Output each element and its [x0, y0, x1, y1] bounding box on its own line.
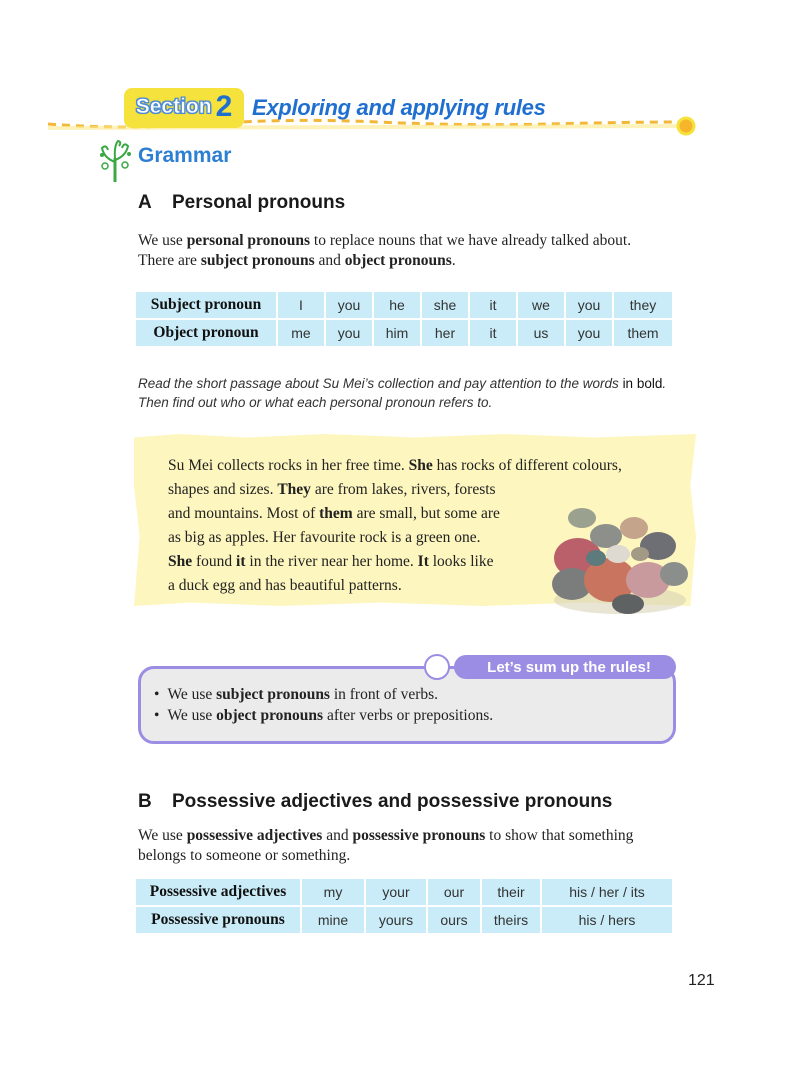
table-cell: their — [482, 879, 540, 905]
intro-text: and — [314, 252, 345, 269]
table-cell: your — [366, 879, 426, 905]
row-label: Possessive adjectives — [136, 879, 300, 905]
table-cell: her — [422, 320, 468, 346]
passage-line: She found it in the river near her home. It looks like — [168, 553, 494, 570]
part-b-letter: B — [138, 791, 152, 812]
section-number: 2 — [215, 90, 233, 123]
part-a-title: Personal pronouns — [172, 192, 346, 213]
intro-text: We use — [138, 232, 187, 249]
table-cell: his / her / its — [542, 879, 672, 905]
intro-bold: subject pronouns — [200, 252, 315, 269]
passage-line: Su Mei collects rocks in her free time. She has rocks of different colours, — [168, 457, 622, 474]
rules-tab-label: Let’s sum up the rules! — [454, 655, 676, 679]
grammar-heading: Grammar — [138, 144, 232, 167]
table-cell: I — [278, 292, 324, 318]
passage-line: a duck egg and has beautiful patterns. — [168, 577, 402, 594]
table-row — [136, 292, 672, 318]
row-label: Object pronoun — [136, 320, 276, 346]
table-cell: our — [428, 879, 480, 905]
table-cell: his / hers — [542, 907, 672, 933]
part-b-title: Possessive adjectives and possessive pronouns — [172, 791, 613, 812]
part-a-heading — [138, 192, 345, 214]
table-cell: me — [278, 320, 324, 346]
instruction-text: . — [662, 376, 667, 391]
intro-text: to replace nouns that we have already talked about. — [310, 232, 632, 249]
table-cell: yours — [366, 907, 426, 933]
row-label: Subject pronoun — [136, 292, 276, 318]
intro-text: We use — [138, 827, 187, 844]
intro-text: . — [451, 252, 456, 269]
table-row — [136, 320, 672, 346]
part-b-heading — [138, 791, 612, 813]
section-word: Section — [135, 95, 212, 118]
part-a-letter: A — [138, 192, 152, 213]
passage-line: and mountains. Most of them are small, but some are — [168, 505, 500, 522]
intro-bold: object pronouns — [344, 252, 452, 269]
page-number: 121 — [688, 972, 715, 989]
table-cell: we — [518, 292, 564, 318]
list-item: • We use object pronouns after verbs or prepositions. — [154, 705, 493, 726]
table-cell: she — [422, 292, 468, 318]
table-cell: you — [326, 292, 372, 318]
intro-bold: possessive pronouns — [352, 827, 486, 844]
passage-line: shapes and sizes. They are from lakes, rivers, forests — [168, 481, 496, 498]
list-item: • We use subject pronouns in front of verbs. — [154, 684, 493, 705]
rules-tab — [424, 654, 676, 680]
notes-icon — [424, 654, 450, 680]
rules-list — [154, 684, 493, 726]
tree-icon — [96, 138, 134, 184]
table-cell: they — [614, 292, 672, 318]
possessive-table — [134, 877, 674, 935]
table-cell: my — [302, 879, 364, 905]
table-cell: you — [326, 320, 372, 346]
table-cell: it — [470, 292, 516, 318]
table-cell: you — [566, 292, 612, 318]
intro-bold: possessive adjectives — [186, 827, 323, 844]
table-cell: mine — [302, 907, 364, 933]
instruction-text: Read the short passage about Su Mei’s collection and pay attention to the words — [138, 376, 623, 391]
instruction-text: Then find out who or what each personal pronoun refers to. — [138, 395, 493, 410]
table-row — [136, 907, 672, 933]
table-cell: him — [374, 320, 420, 346]
table-row — [136, 879, 672, 905]
intro-bold: personal pronouns — [186, 232, 311, 249]
intro-text: belongs to someone or something. — [138, 847, 351, 864]
table-cell: us — [518, 320, 564, 346]
table-cell: he — [374, 292, 420, 318]
table-cell: theirs — [482, 907, 540, 933]
instruction-bold: in bold — [622, 376, 663, 391]
intro-text: and — [322, 827, 353, 844]
part-b-intro — [138, 826, 698, 866]
section-title: Exploring and applying rules — [252, 95, 546, 120]
table-cell: you — [566, 320, 612, 346]
table-cell: ours — [428, 907, 480, 933]
rocks-illustration — [548, 488, 690, 618]
intro-text: to show that something — [485, 827, 634, 844]
intro-text: There are — [138, 252, 201, 269]
passage-line: as big as apples. Her favourite rock is a green one. — [168, 529, 481, 546]
reading-instruction — [138, 374, 698, 412]
section-tag — [124, 88, 244, 126]
part-a-intro — [138, 231, 698, 271]
personal-pronoun-table — [134, 290, 674, 348]
row-label: Possessive pronouns — [136, 907, 300, 933]
table-cell: them — [614, 320, 672, 346]
table-cell: it — [470, 320, 516, 346]
